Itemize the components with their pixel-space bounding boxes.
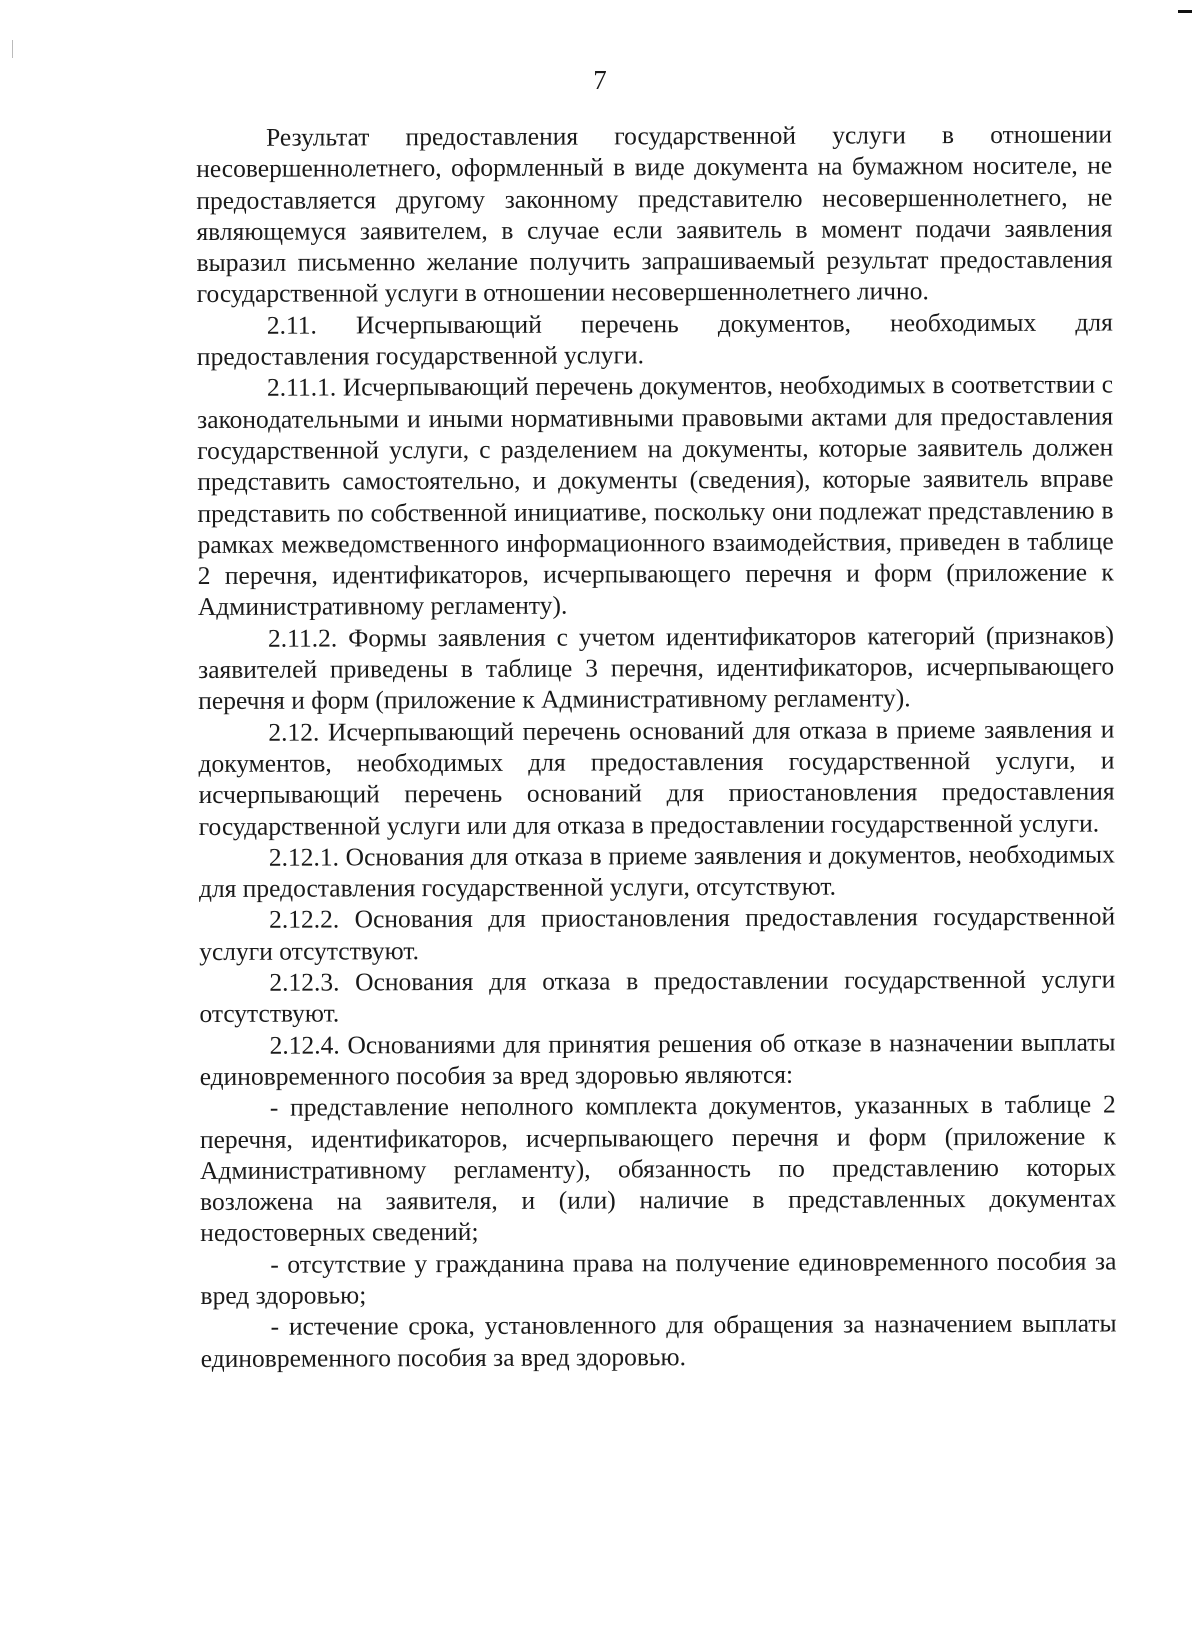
paragraph-2-11-1: 2.11.1. Исчерпывающий перечень документов, необходимых в соответствии с законодательными и иными нормативными правовыми актами для предоставления государственной услуги, с разделением на документы, которые заявитель должен представить самостоятельно, и документы (сведения), которые заявитель вправе представить по собственной инициативе, поскольку они подлежат представлению в рамках межведомственного информационного взаимодействия, приведен в таблице 2 перечня, идентификаторов, исчерпывающего перечня и форм (приложение к Административному регламенту).: [197, 369, 1114, 622]
scan-edge-mark: [1178, 10, 1192, 13]
paragraph-2-11: 2.11. Исчерпывающий перечень документов, необходимых для предоставления государственной услуги.: [196, 307, 1113, 372]
list-item-deadline-expired: - истечение срока, установленного для обращения за назначением выплаты единовременного пособия за вред здоровью.: [200, 1308, 1117, 1373]
paragraph-2-12-4: 2.12.4. Основаниями для принятия решения об отказе в назначении выплаты единовременного пособия за вред здоровью являются:: [199, 1027, 1116, 1091]
paragraph-2-12-2: 2.12.2. Основания для приостановления предоставления государственной услуги отсутствуют.: [199, 901, 1116, 966]
paragraph-2-11-2: 2.11.2. Формы заявления с учетом идентификаторов категорий (признаков) заявителей приведены в таблице 3 перечня, идентификаторов, исчерпывающего перечня и форм (приложение к Административному регламенту).: [198, 620, 1115, 716]
paragraph-2-12-1: 2.12.1. Основания для отказа в приеме заявления и документов, необходимых для предоставления государственной услуги, отсутствуют.: [198, 839, 1115, 904]
list-item-incomplete-documents: - представление неполного комплекта документов, указанных в таблице 2 перечня, идентификаторов, исчерпывающего перечня и форм (приложение к Административному регламенту), обязанность по представлению которых возложена на заявителя, и (или) наличие в представленных документах недостоверных сведений;: [199, 1089, 1117, 1248]
paragraph-2-12: 2.12. Исчерпывающий перечень оснований для отказа в приеме заявления и документов, необходимых для предоставления государственной услуги, и исчерпывающий перечень оснований для приостановления предоставления государственной услуги или для отказа в предоставлении государственной услуги.: [198, 714, 1115, 841]
page-number: 7: [593, 65, 607, 95]
list-item-no-right: - отсутствие у гражданина права на получение единовременного пособия за вред здоровью;: [200, 1246, 1117, 1310]
paragraph-result-minor: Результат предоставления государственной услуги в отношении несовершеннолетнего, оформленный в виде документа на бумажном носителе, не предоставляется другому законному представителю несовершеннолетнего, не являющемуся заявителем, в случае если заявитель в момент подачи заявления выразил письменно желание получить запрашиваемый результат предоставления государственной услуги в отношении несовершеннолетнего лично.: [196, 119, 1113, 309]
scan-edge-artifact: [12, 40, 13, 58]
paragraph-2-12-3: 2.12.3. Основания для отказа в предоставлении государственной услуги отсутствуют.: [199, 964, 1116, 1029]
document-body: [196, 118, 1117, 1373]
